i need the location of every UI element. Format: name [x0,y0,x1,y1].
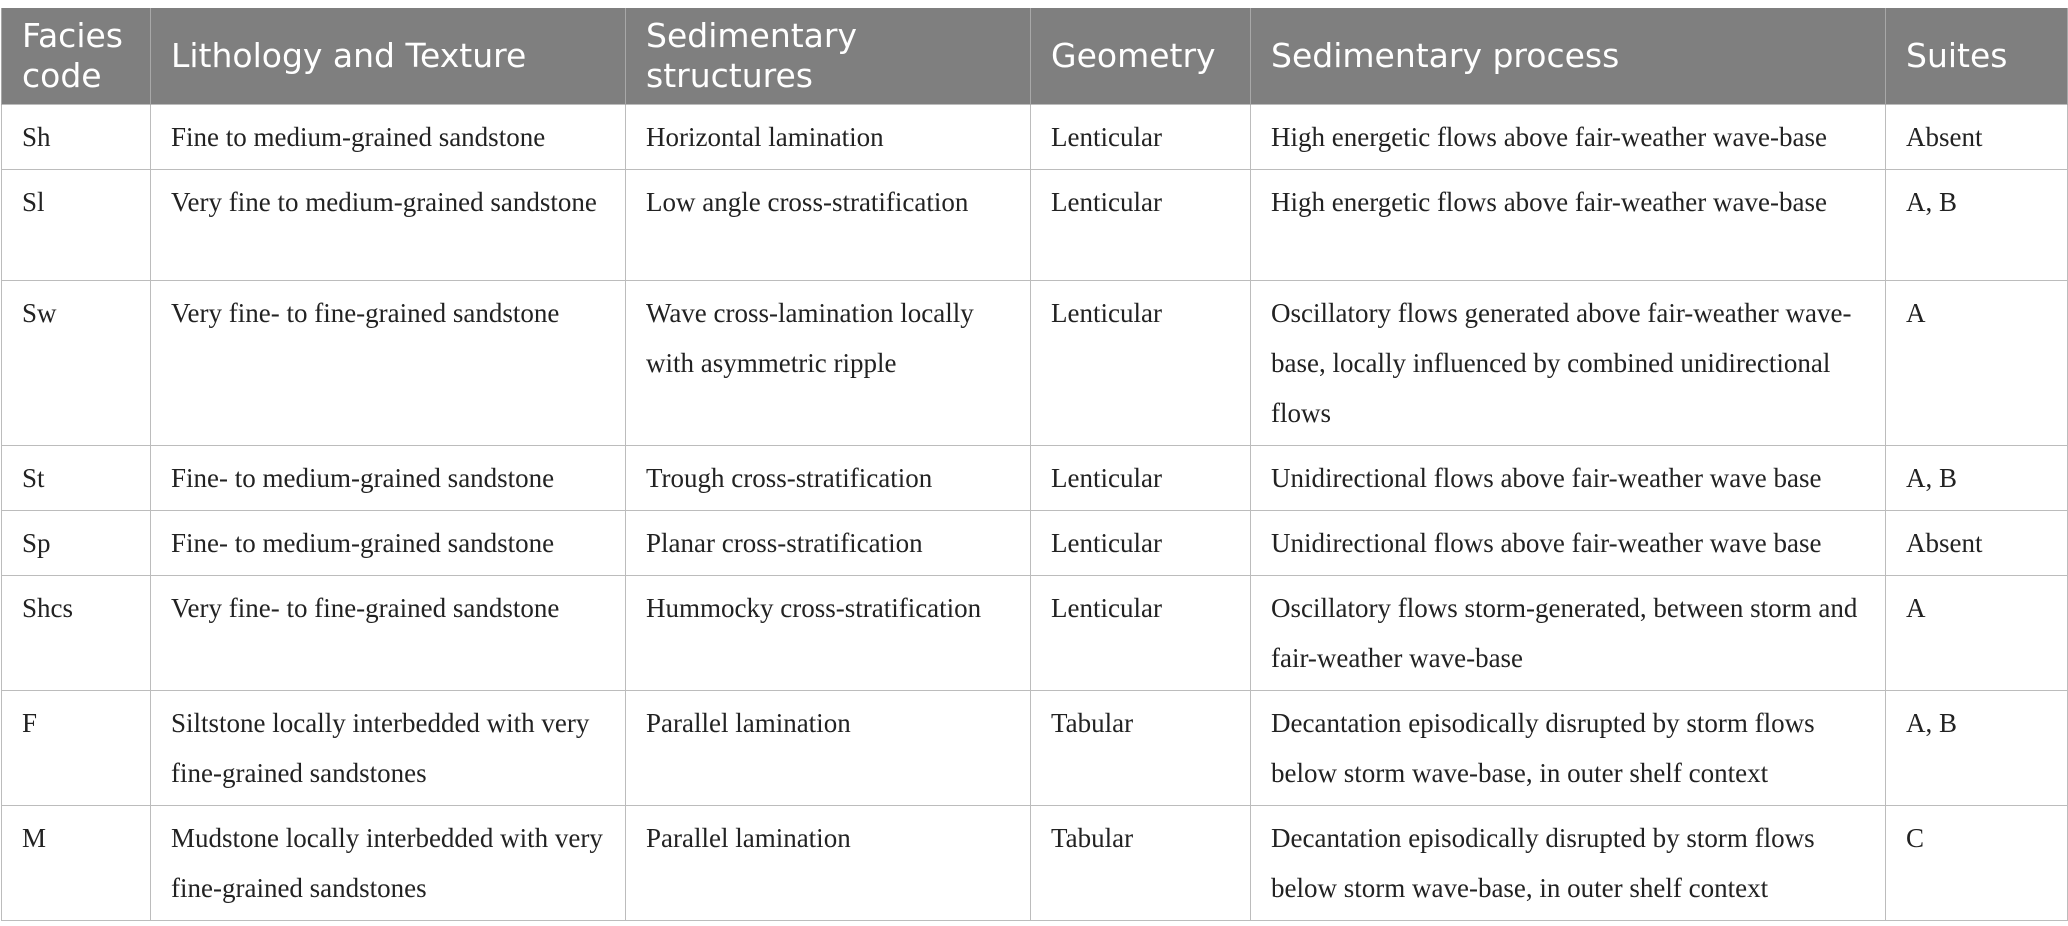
cell-geometry: Lenticular [1031,281,1251,446]
cell-process: Decantation episodically disrupted by storm flows below storm wave-base, in outer shelf context [1251,691,1886,806]
cell-suites: A [1886,576,2068,691]
header-row [2,8,2068,105]
table-row [2,281,2068,446]
cell-lithology: Mudstone locally interbedded with very fine-grained sandstones [151,806,626,921]
cell-process: Unidirectional flows above fair-weather wave base [1251,511,1886,576]
cell-code: Shcs [2,576,151,691]
table-row [2,576,2068,691]
cell-lithology: Fine- to medium-grained sandstone [151,446,626,511]
cell-geometry: Lenticular [1031,511,1251,576]
table-row [2,446,2068,511]
column-header-suites: Suites [1886,8,2068,105]
cell-geometry: Lenticular [1031,446,1251,511]
cell-lithology: Very fine- to fine-grained sandstone [151,281,626,446]
cell-lithology: Very fine- to fine-grained sandstone [151,576,626,691]
cell-suites: A [1886,281,2068,446]
cell-suites: Absent [1886,105,2068,170]
cell-process: Oscillatory flows generated above fair-weather wave-base, locally influenced by combined unidirectional flows [1251,281,1886,446]
cell-structures: Planar cross-stratification [626,511,1031,576]
cell-suites: A, B [1886,446,2068,511]
cell-suites: A, B [1886,691,2068,806]
cell-lithology: Siltstone locally interbedded with very fine-grained sandstones [151,691,626,806]
cell-process: Unidirectional flows above fair-weather wave base [1251,446,1886,511]
cell-code: M [2,806,151,921]
cell-process: Oscillatory flows storm-generated, between storm and fair-weather wave-base [1251,576,1886,691]
column-header-facies-code: Facies code [2,8,151,105]
cell-code: F [2,691,151,806]
cell-lithology: Fine- to medium-grained sandstone [151,511,626,576]
column-header-geometry: Geometry [1031,8,1251,105]
cell-structures: Parallel lamination [626,806,1031,921]
table-row [2,170,2068,281]
table-row [2,691,2068,806]
cell-geometry: Lenticular [1031,576,1251,691]
cell-geometry: Tabular [1031,806,1251,921]
cell-structures: Horizontal lamination [626,105,1031,170]
cell-suites: Absent [1886,511,2068,576]
column-header-lithology: Lithology and Texture [151,8,626,105]
cell-suites: C [1886,806,2068,921]
cell-code: St [2,446,151,511]
cell-geometry: Lenticular [1031,170,1251,281]
cell-code: Sl [2,170,151,281]
table-row [2,511,2068,576]
table-row [2,105,2068,170]
table-row [2,806,2068,921]
column-header-process: Sedimentary process [1251,8,1886,105]
cell-code: Sw [2,281,151,446]
cell-process: Decantation episodically disrupted by storm flows below storm wave-base, in outer shelf context [1251,806,1886,921]
cell-structures: Parallel lamination [626,691,1031,806]
cell-structures: Hummocky cross-stratification [626,576,1031,691]
cell-process: High energetic flows above fair-weather wave-base [1251,170,1886,281]
cell-structures: Trough cross-stratification [626,446,1031,511]
cell-code: Sp [2,511,151,576]
column-header-structures: Sedimentary structures [626,8,1031,105]
cell-structures: Low angle cross-stratification [626,170,1031,281]
cell-geometry: Lenticular [1031,105,1251,170]
facies-table [1,8,2068,921]
cell-structures: Wave cross-lamination locally with asymmetric ripple [626,281,1031,446]
cell-geometry: Tabular [1031,691,1251,806]
cell-lithology: Very fine to medium-grained sandstone [151,170,626,281]
cell-process: High energetic flows above fair-weather wave-base [1251,105,1886,170]
cell-code: Sh [2,105,151,170]
cell-lithology: Fine to medium-grained sandstone [151,105,626,170]
cell-suites: A, B [1886,170,2068,281]
